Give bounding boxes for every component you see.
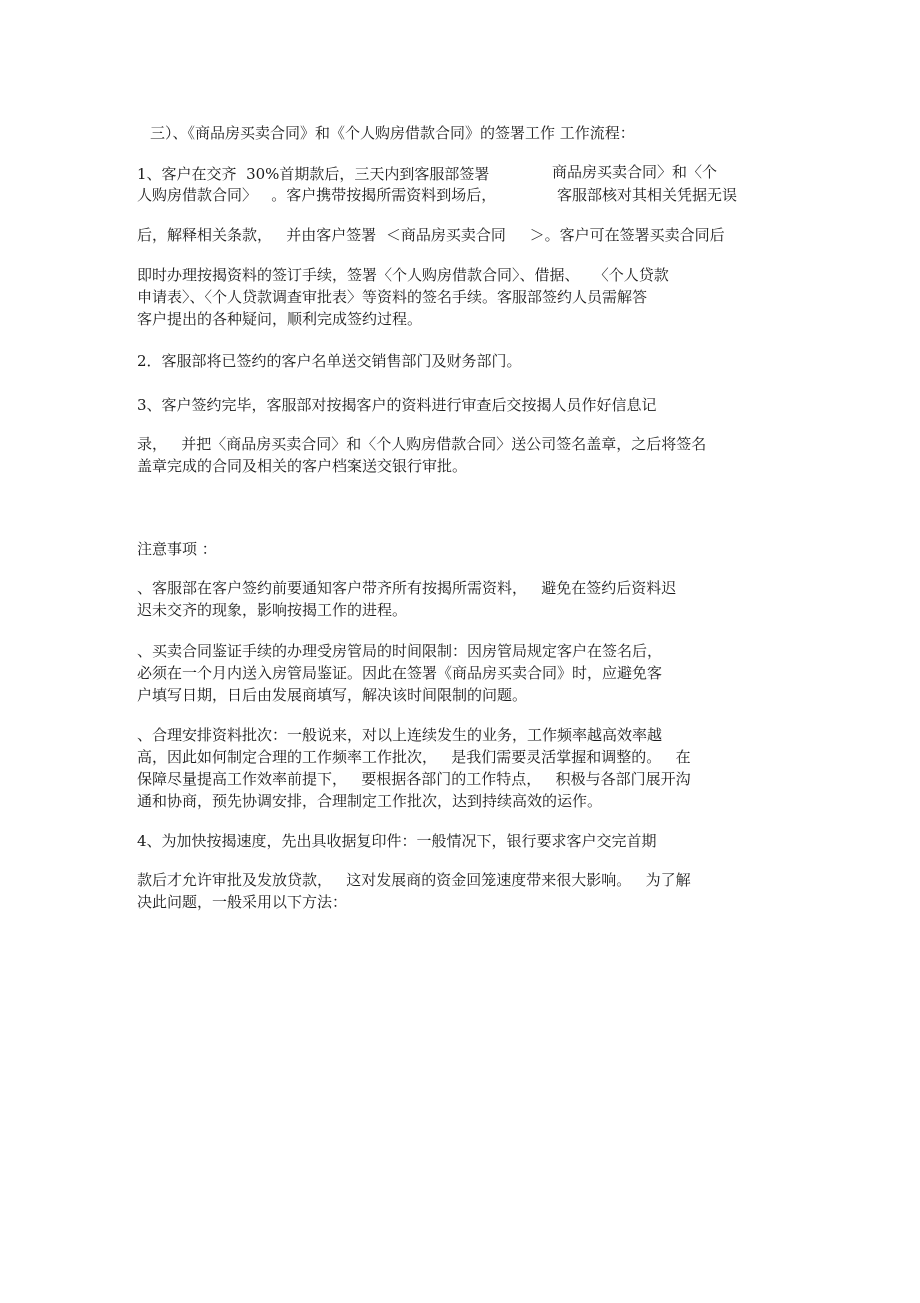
section-heading: 三）、《商品房买卖合同》和《个人购房借款合同》的签署工作 工作流程： — [150, 124, 635, 142]
paragraph-1-line-2b: 客服部核对其相关凭据无误 — [557, 186, 738, 204]
note-1-line-1: 、客服部在客户签约前要通知客户带齐所有按揭所需资料， 避免在签约后资料迟 — [137, 579, 677, 597]
note-2-line-2: 必须在一个月内送入房管局鉴证。因此在签署《商品房买卖合同》时，应避免客 — [137, 664, 663, 682]
paragraph-4-line-1: 4、为加快按揭速度，先出具收据复印件：一般情况下，银行要求客户交完首期 — [137, 832, 657, 850]
paragraph-1-line-3: 后，解释相关条款， 并由客户签署 ＜商品房买卖合同 ＞。客户可在签署买卖合同后 — [137, 226, 725, 244]
note-1-line-2: 迟未交齐的现象，影响按揭工作的进程。 — [137, 601, 408, 619]
paragraph-1-line-1b: 商品房买卖合同〉和〈个 — [552, 163, 718, 181]
paragraph-1-line-4: 即时办理按揭资料的签订手续，签署〈个人购房借款合同〉、借据、 〈个人贷款 — [137, 266, 669, 284]
notes-heading: 注意事项 ： — [137, 540, 217, 558]
note-2-line-1: 、买卖合同鉴证手续的办理受房管局的时间限制：因房管局规定客户在签名后， — [137, 642, 663, 660]
paragraph-2: 2．客服部将已签约的客户名单送交销售部门及财务部门。 — [137, 352, 522, 370]
note-3-line-2: 高，因此如何制定合理的工作频率工作批次， 是我们需要灵活掌握和调整的。 在 — [137, 748, 691, 766]
paragraph-4-line-2: 款后才允许审批及发放贷款， 这对发展商的资金回笼速度带来很大影响。 为了解 — [137, 871, 691, 889]
paragraph-1-line-5: 申请表〉、〈个人贷款调查审批表〉等资料的签名手续。客服部签约人员需解答 — [137, 288, 648, 306]
paragraph-3-line-3: 盖章完成的合同及相关的客户档案送交银行审批。 — [137, 457, 468, 475]
paragraph-1-line-6: 客户提出的各种疑问，顺利完成签约过程。 — [137, 310, 423, 328]
paragraph-4-line-3: 决此问题，一般采用以下方法： — [137, 893, 348, 911]
paragraph-1-line-2a: 人购房借款合同〉 。客户携带按揭所需资料到场后， — [137, 186, 497, 204]
note-3-line-4: 通和协商，预先协调安排，合理制定工作批次，达到持续高效的运作。 — [137, 792, 603, 810]
note-3-line-1: 、合理安排资料批次：一般说来，对以上连续发生的业务，工作频率越高效率越 — [137, 726, 663, 744]
paragraph-3-line-1: 3、客户签约完毕，客服部对按揭客户的资料进行审查后交按揭人员作好信息记 — [137, 396, 657, 414]
note-3-line-3: 保障尽量提高工作效率前提下， 要根据各部门的工作特点， 积极与各部门展开沟 — [137, 770, 691, 788]
note-2-line-3: 户填写日期，日后由发展商填写，解决该时间限制的问题。 — [137, 686, 528, 704]
paragraph-3-line-2: 录， 并把〈商品房买卖合同〉和〈个人购房借款合同〉送公司签名盖章，之后将签名 — [137, 435, 707, 453]
paragraph-1-line-1a: 1、客户在交齐 30%首期款后，三天内到客服部签署 — [137, 165, 490, 183]
